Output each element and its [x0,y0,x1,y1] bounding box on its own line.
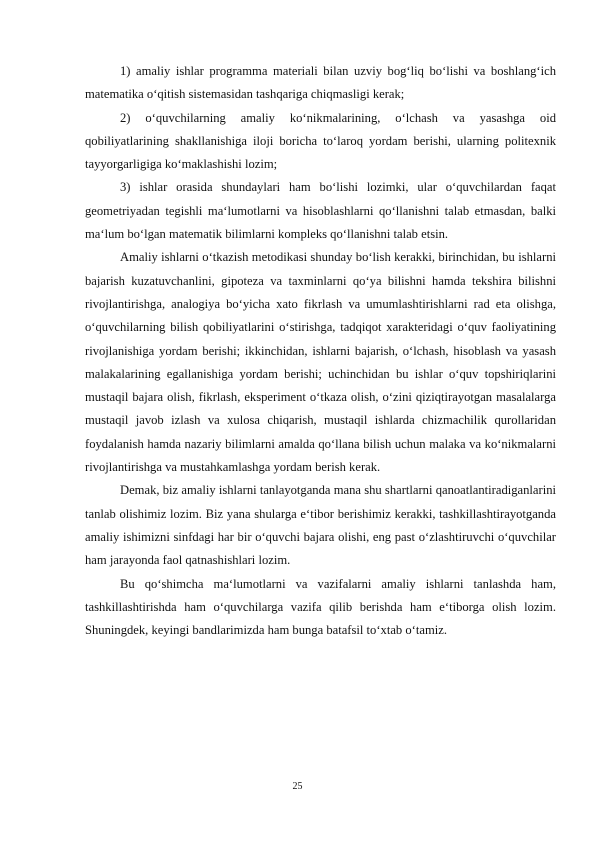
paragraph-requirement-3: 3) ishlar orasida shundaylari ham bo‘lishi lozimki, ular o‘quvchilardan faqat geometriyadan tegishli ma‘lumotlarni va hisoblashlarni qo‘llanishni talab etmasdan, balki ma‘lum bo‘lgan matematik bilimlarni kompleks qo‘llanishni talab etsin. [85,180,556,242]
paragraph-requirement-2: 2) o‘quvchilarning amaliy ko‘nikmalarining, o‘lchash va yasashga oid qobiliyatlarining shakllanishiga iloji boricha to‘laroq yordam berishi, ularning politexnik tayyorgarligiga ko‘maklashishi lozim; [85,110,556,172]
paragraph-additional-info: Bu qo‘shimcha ma‘lumotlarni va vazifalarni amaliy ishlarni tanlashda ham, tashkillashtirishda ham o‘quvchilarga vazifa qilib berishda ham e‘tiborga olish lozim. Shuningdek, keyingi bandlarimizda ham bunga batafsil to‘xtab o‘tamiz. [85,576,556,638]
text-body [85,60,556,642]
paragraph-conclusion: Demak, biz amaliy ishlarni tanlayotganda mana shu shartlarni qanoatlantiradiganlarini tanlab olishimiz lozim. Biz yana shularga e‘tibor berishimiz kerakki, tashkillashtirayotganda amaliy ishimizni sinfdagi har bir o‘quvchi bajara olishi, eng past o‘zlashtiruvchi o‘quvchilar ham jarayonda faol qatnashishlari lozim. [85,483,556,568]
paragraph-requirement-1: 1) amaliy ishlar programma materiali bilan uzviy bog‘liq bo‘lishi va boshlang‘ich matematika o‘qitish sistemasidan tashqariga chiqmasligi kerak; [85,64,556,102]
paragraph-methodology: Amaliy ishlarni o‘tkazish metodikasi shunday bo‘lish kerakki, birinchidan, bu ishlarni bajarish kuzatuvchanlini, gipoteza va taxminlarni qo‘ya bilishni hamda tekshira bilishni rivojlantirishga, analogiya bo‘yicha xato fikrlash va umumlashtirishlarni rad eta olishga, o‘quvchilarning bilish qobiliyatlarini o‘stirishga, tadqiqot xarakteridagi o‘quv faoliyatining rivojlanishiga yordam berishi; ikkinchidan, ishlarni bajarish, o‘lchash, hisoblash va yasash malakalarining egallanishiga yordam berishi; uchinchidan bu ishlar o‘quv topshiriqlarini mustaqil bajara olish, fikrlash, eksperiment o‘tkaza olish, o‘zini qiziqtirayotgan masalalarga mustaqil javob izlash va xulosa chiqarish, mustaqil ishlarda chizmachilik qurollaridan foydalanish hamda nazariy bilimlarni amalda qo‘llana bilish uchun malaka va ko‘nikmalarni rivojlantirishga va mustahkamlashga yordam berish kerak. [85,250,556,475]
page-number: 25 [292,781,303,792]
